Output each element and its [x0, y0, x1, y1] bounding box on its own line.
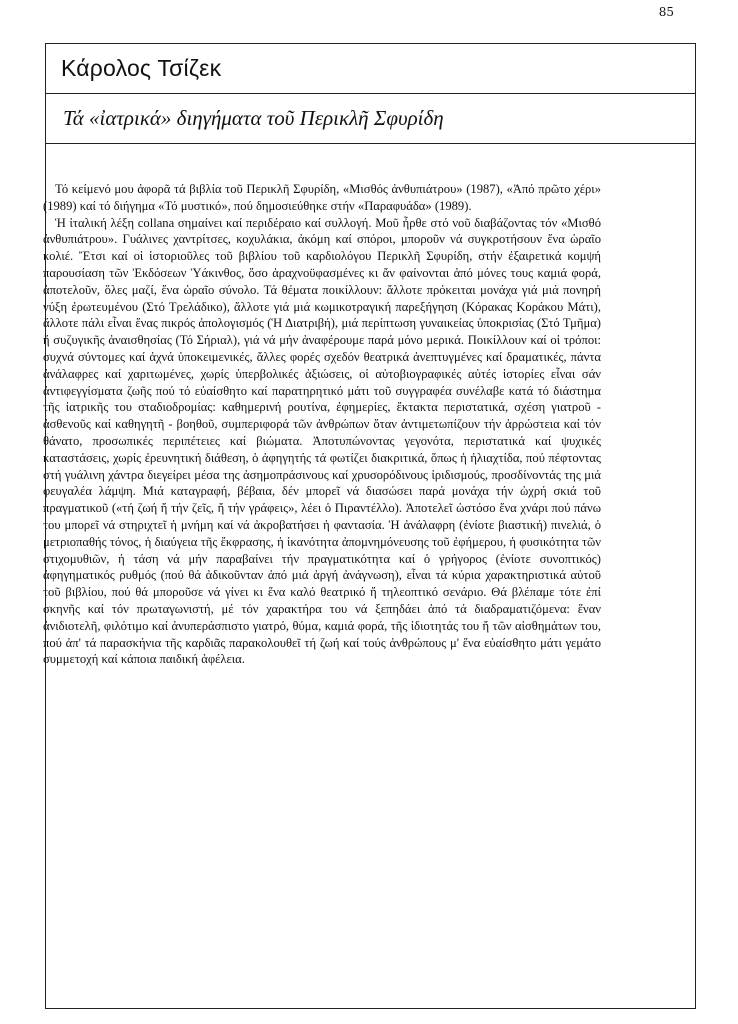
article-body [43, 181, 601, 668]
paragraph: Ἡ ἰταλική λέξη collana σημαίνει καί περιδέραιο καί συλλογή. Μοῦ ἦρθε στό νοῦ διαβάζοντας τόν «Μισθό ἀνθυπιάτρου». Γυάλινες χαντρίτσες, κοχυλάκια, ἀκόμη καί σπόροι, μποροῦν νά συγκροτήσουν ἕνα ὡραῖο κολιέ. Ἔτσι καί οἱ ἱστοριοῦλες τοῦ βιβλίου τοῦ καρδιολόγου Περικλῆ Σφυρίδη, στήν ἐξαιρετικά κομψή παρουσίαση τῶν Ἐκδόσεων Ὑάκινθος, ὅσο ἀραχνοϋφασμένες κι ἄν φαίνονται ἀπό μόνες τους καμιά φορά, ἀποτελοῦν, ὅλες μαζί, ἕνα ὡραῖο σύνολο. Τά θέματα ποικίλλουν: ἄλλοτε πρόκειται μονάχα γιά μιά πονηρή νύξη ἐρωτευμένου (Στό Τρελάδικο), ἄλλοτε γιά μιά κωμικοτραγική παρεξήγηση (Κόρακας Κοράκου Μάτι), ἄλλοτε πάλι εἶναι ἕνας πικρός ἀπολογισμός (Ἡ Διατριβή), μιά περίπτωση γυναικείας ὑποκρισίας (Στό Τμῆμα) ἤ συζυγικῆς ἀναισθησίας (Τό Σήριαλ), γιά νά μήν ἀναφέρουμε παρά μόνο μερικά. Ποικίλλουν καί οἱ τρόποι: συχνά σύντομες καί ἀχνά ὑποκειμενικές, ἄλλες φορές σχεδόν θεατρικά ἀνεπτυγμένες καί δραματικές, πάντα ἀνάλαφρες καί χαριτωμένες, χωρίς ὑπερβολικές ἀξιώσεις, οἱ αὐτοβιογραφικές αὐτές ἱστορίες εἶναι σάν ἀντιφεγγίσματα ζωῆς πού τό εὐαίσθητο καί παρατηρητικό μάτι τοῦ συγγραφέα συνέλαβε κατά τό διάστημα τῆς ἰατρικῆς του σταδιοδρομίας: καθημερινή ρουτίνα, ἐφημερίες, ἔκτακτα περιστατικά, σχέση γιατροῦ - ἀσθενοῦς καί καθηγητῆ - βοηθοῦ, συμπεριφορά τῶν ἀνθρώπων ὅταν ἀντιμετωπίζουν τήν ἀρρώστεια καί τόν θάνατο, προσωπικές περιπέτειες καί βιώματα. Ἀποτυπώνοντας γεγονότα, περιστατικά καί ψυχικές καταστάσεις, χωρίς ἐρευνητική διάθεση, ὁ ἀφηγητής τά φωτίζει διακριτικά, ὅπως ἡ ἠλιαχτίδα, πού πέφτοντας στή γυάλινη χάντρα διεγείρει μέσα της ἀσημοπράσινους καί χρυσορόδινους ἰριδισμούς, προσδίνοντάς της μιά φευγαλέα λάμψη. Μιά καταγραφή, βέβαια, δέν μπορεῖ νά διασώσει παρά μονάχα τήν ὠχρή σκιά τοῦ πραγματικοῦ («τή ζωή ἤ τήν ζεῖς, ἤ τήν γράφεις», λέει ὁ Πιραντέλλο). Ἀποτελεῖ ὡστόσο ἕνα χνάρι πού πάνω του μπορεῖ νά στηριχτεῖ ἡ μνήμη καί νά ἀκροβατήσει ἡ φαντασία. Ἡ ἀνάλαφρη (ἐνίοτε βιαστική) πινελιά, ὁ μετριοπαθής τόνος, ἡ διαύγεια τῆς ἔκφρασης, ἡ ἱκανότητα ἀπομνημόνευσης τοῦ ἐφήμερου, ἡ φυσικότητα τῶν στιχομυθιῶν, ἡ τάση νά μήν παραβαίνει τήν πραγματικότητα καί ὁ γρήγορος (ἐνίοτε συνοπτικός) ἀφηγηματικός ρυθμός (πού θά ἀδικοῦνταν ἀπό μιά ἀργή ἀνάγνωση), εἶναι τά κύρια χαρακτηριστικά αὐτοῦ τοῦ βιβλίου, πού θά μποροῦσε νά γίνει κι ἕνα καλό θεατρικό ἤ τηλεοπτικό σενάριο. Θά βλέπαμε τότε ἐπί σκηνῆς καί τόν πρωταγωνιστή, μέ τόν χαρακτήρα του νά ξεπηδάει ἀπό τά διαδραματιζόμενα: ἕναν ἀνιδιοτελῆ, φιλότιμο καί ἀνυπεράσπιστο γιατρό, θύμα, καμιά φορά, τῆς ἰδιοτητάς του ἤ τῶν αἰσθημάτων του, πού ἀπ' τά παρασκήνια τῆς καρδιᾶς παρακολουθεῖ τή ζωή καί τούς ἀνθρώπους μ' ἕνα εὐαίσθητο μάτι γεμάτο συμμετοχή καί κάποια παιδική ἀφέλεια. [43, 215, 601, 667]
author-name: Κάρολος Τσίζεκ [46, 44, 695, 94]
page-number: 85 [658, 5, 674, 19]
article-title: Τά «ἰατρικά» διηγήματα τοῦ Περικλῆ Σφυρίδη [46, 94, 695, 144]
paragraph: Τό κείμενό μου ἀφορᾶ τά βιβλία τοῦ Περικλῆ Σφυρίδη, «Μισθός ἀνθυπιάτρου» (1987), «Ἀπό πρῶτο χέρι» (1989) καί τό διήγημα «Τό μυστικό», πού δημοσιεύθηκε στήν «Παραφυάδα» (1989). [43, 182, 601, 213]
